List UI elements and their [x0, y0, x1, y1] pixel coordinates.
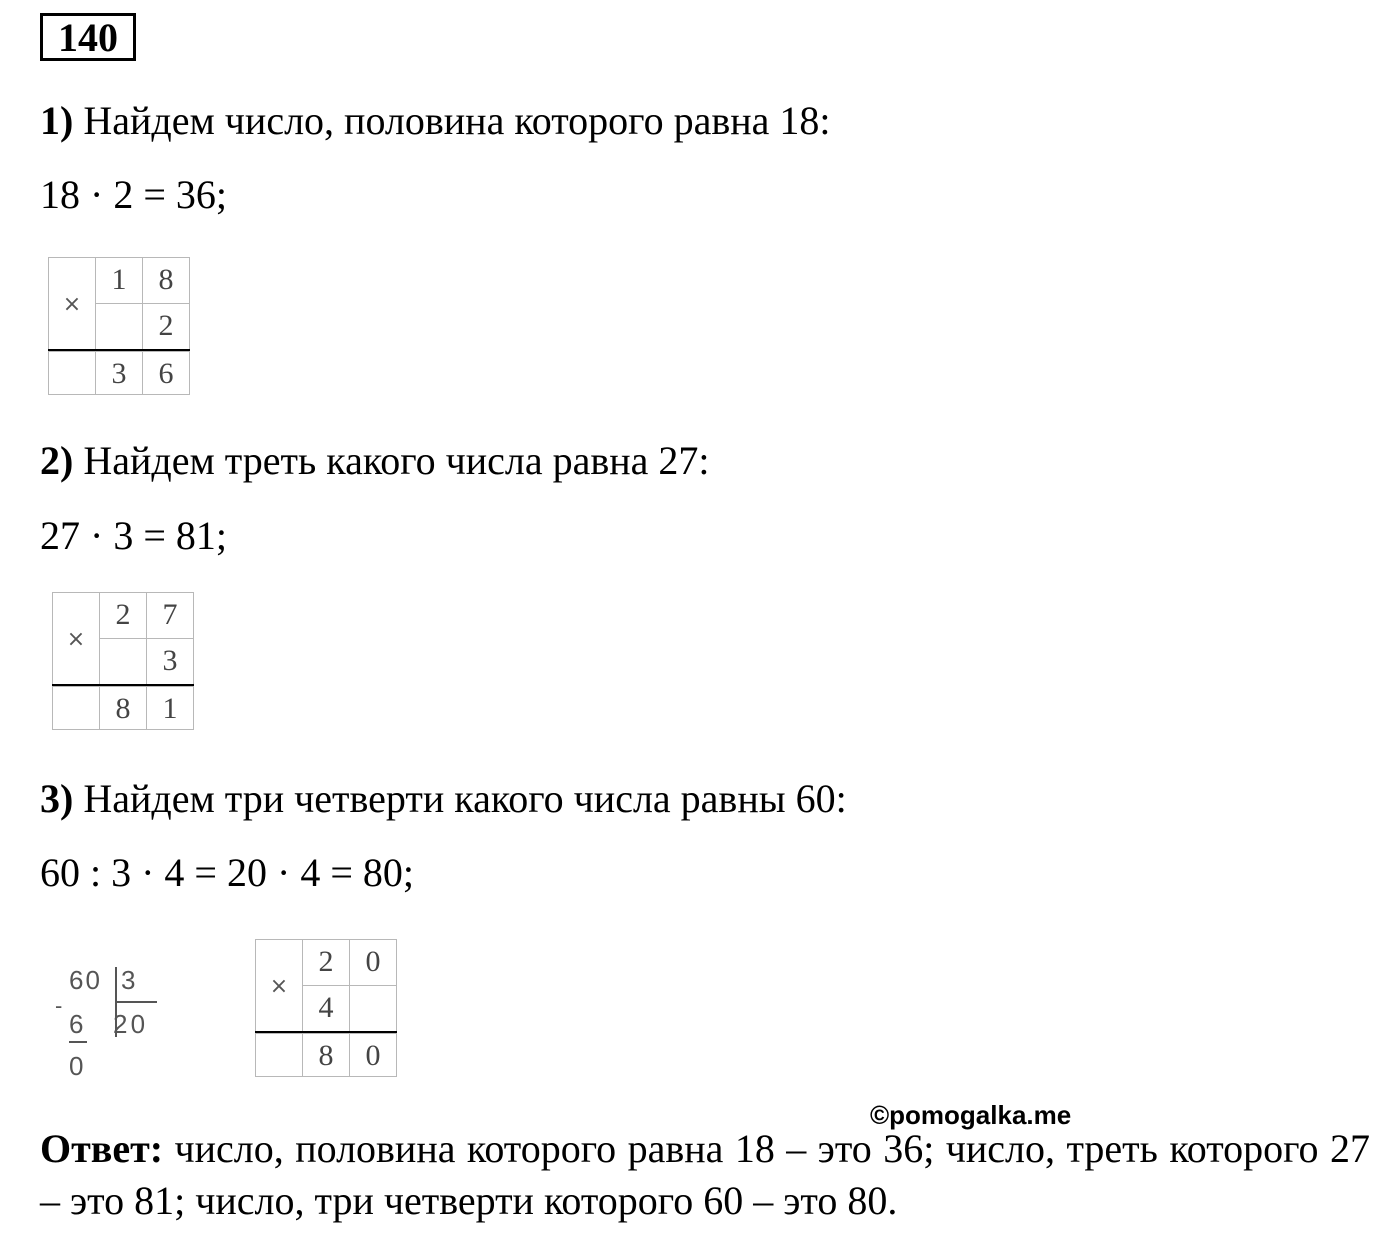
task-number: 140: [40, 13, 136, 61]
step1-text: Найдем число, половина которого равна 18:: [73, 98, 831, 143]
step1-num: 1): [40, 98, 74, 143]
division-subtrahend: 6: [69, 1009, 84, 1039]
grid-cell: 2: [142, 303, 190, 350]
grid-cell: [52, 686, 100, 730]
step1-equation: 18 · 2 = 36;: [40, 172, 227, 217]
division-remainder: 0: [69, 1051, 84, 1081]
grid-cell: [255, 1033, 303, 1077]
step2-num: 2): [40, 438, 74, 483]
grid-cell: 8: [302, 1033, 350, 1077]
grid-cell: 2: [302, 939, 350, 986]
step2-heading: [40, 437, 710, 485]
watermark: ©pomogalka.me: [870, 1100, 1072, 1130]
division-horizontal-line: [117, 1001, 157, 1003]
answer-paragraph: [40, 1123, 1370, 1227]
step3-heading: [40, 775, 847, 823]
step3-equation: 60 : 3 · 4 = 20 · 4 = 80;: [40, 850, 414, 895]
multiply-sign: ×: [48, 257, 96, 350]
step1-heading: [40, 97, 830, 145]
division-divisor: 3: [121, 965, 136, 995]
grid-cell: 1: [146, 686, 194, 730]
multiply-sign: ×: [255, 939, 303, 1032]
grid-cell: 8: [99, 686, 147, 730]
answer-label: Ответ:: [40, 1126, 164, 1171]
grid-cell: [99, 638, 147, 685]
grid-cell: [349, 985, 397, 1032]
grid-cell: [48, 351, 96, 395]
grid-cell: 7: [146, 592, 194, 639]
division-dividend: 60: [69, 965, 102, 995]
grid-cell: 0: [349, 1033, 397, 1077]
step2-text: Найдем треть какого числа равна 27:: [73, 438, 710, 483]
grid-cell: 2: [99, 592, 147, 639]
grid-cell: 3: [95, 351, 143, 395]
multiply-sign: ×: [52, 592, 100, 685]
division-quotient: 2 0: [113, 1009, 144, 1039]
step3-text: Найдем три четверти какого числа равны 60:: [73, 776, 847, 821]
grid-cell: 8: [142, 257, 190, 304]
grid-cell: [95, 303, 143, 350]
step3-num: 3): [40, 776, 74, 821]
division-minus: -: [55, 993, 63, 1018]
long-division: [55, 965, 175, 1085]
division-subtract-line: [69, 1041, 87, 1043]
grid-cell: 3: [146, 638, 194, 685]
answer-text: число, половина которого равна 18 – это 36; число, треть которого 27 – это 81; число, три четверти которого 60 – это 80.: [40, 1126, 1370, 1223]
grid-cell: 6: [142, 351, 190, 395]
grid-cell: 4: [302, 985, 350, 1032]
grid-cell: 0: [349, 939, 397, 986]
grid-cell: 1: [95, 257, 143, 304]
step2-equation: 27 · 3 = 81;: [40, 513, 227, 558]
